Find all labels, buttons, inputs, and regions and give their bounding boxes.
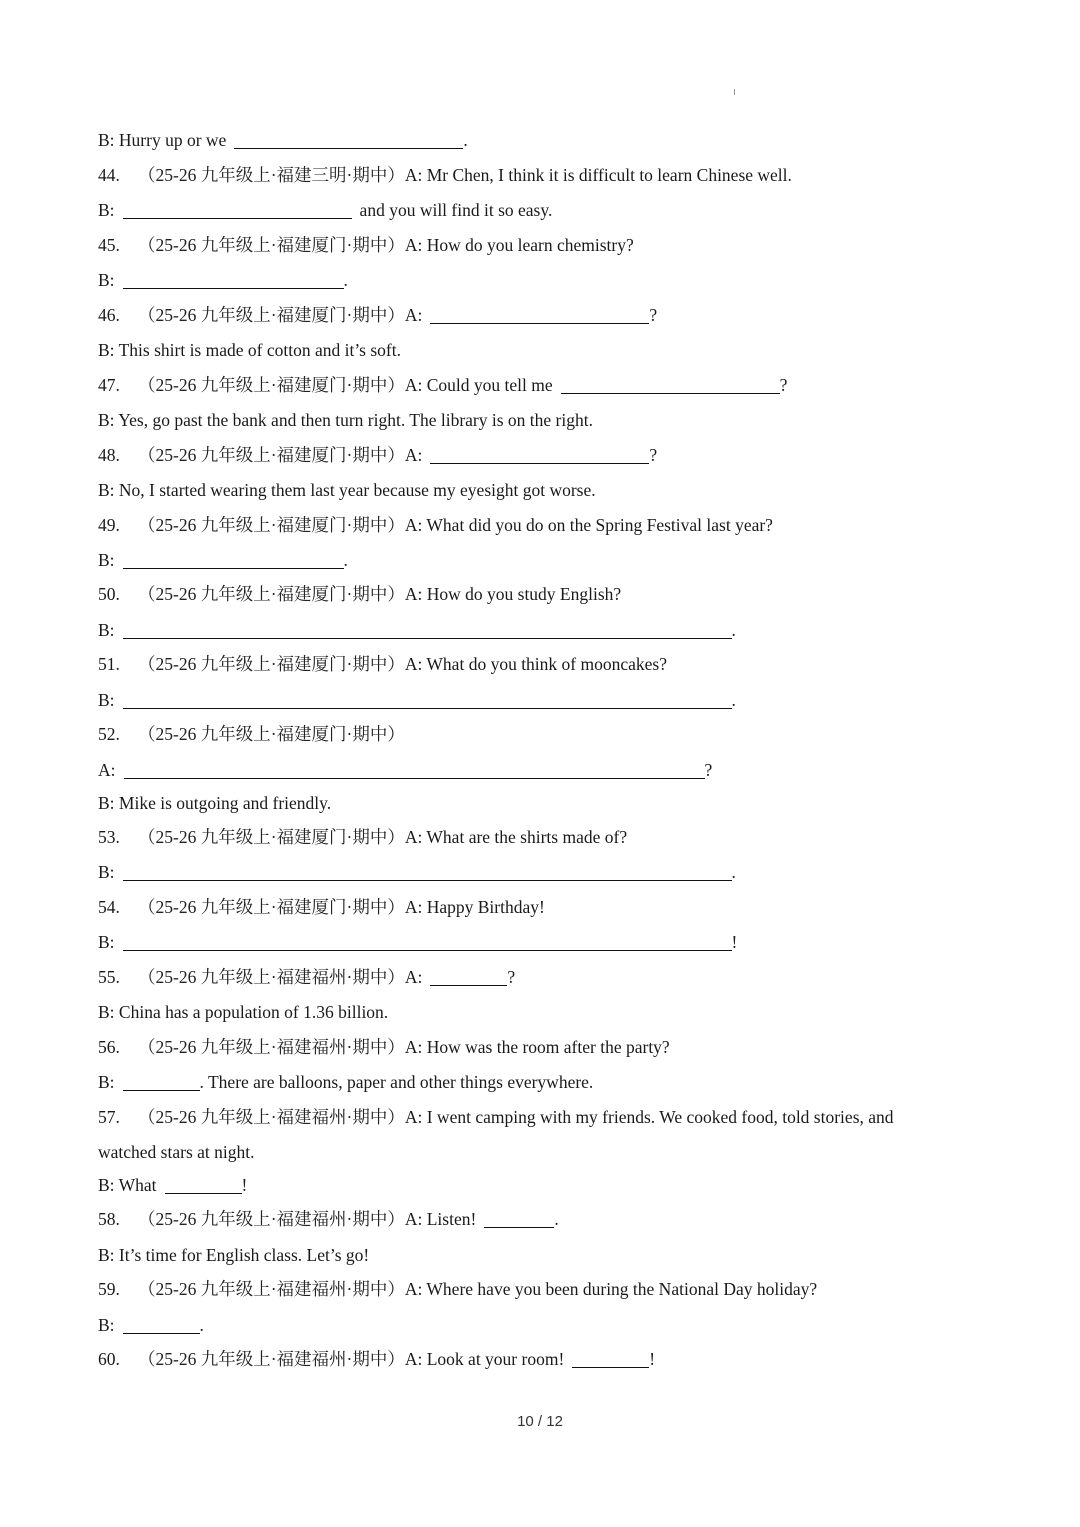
line-text: watched stars at night. bbox=[98, 1142, 255, 1162]
question-51 bbox=[98, 653, 667, 675]
line-text: B: bbox=[98, 270, 115, 290]
question-number: 56. bbox=[98, 1037, 120, 1057]
question-text: A: Look at your room! bbox=[404, 1349, 565, 1369]
question-number: 57. bbox=[98, 1107, 120, 1127]
line-text: B: bbox=[98, 1072, 115, 1092]
question-text: A: What do you think of mooncakes? bbox=[404, 654, 667, 674]
line-punct: ? bbox=[649, 305, 658, 325]
line-text: A: bbox=[98, 760, 116, 780]
question-text: A: How was the room after the party? bbox=[404, 1037, 670, 1057]
answer-blank[interactable] bbox=[123, 201, 352, 219]
line-punct: . bbox=[199, 1315, 204, 1335]
line-text: B: Hurry up or we bbox=[98, 130, 227, 150]
answer-line bbox=[98, 409, 593, 431]
question-number: 60. bbox=[98, 1349, 120, 1369]
line-punct: ! bbox=[241, 1175, 248, 1195]
line-punct: . bbox=[463, 130, 468, 150]
line-text: B: Mike is outgoing and friendly. bbox=[98, 793, 332, 813]
answer-line bbox=[98, 549, 348, 571]
question-49 bbox=[98, 514, 773, 536]
answer-blank[interactable] bbox=[165, 1176, 242, 1194]
answer-blank[interactable] bbox=[123, 621, 732, 639]
question-source: （25-26 九年级上·福建厦门·期中） bbox=[138, 584, 405, 604]
question-46 bbox=[98, 304, 657, 326]
answer-blank[interactable] bbox=[484, 1210, 554, 1228]
question-number: 48. bbox=[98, 445, 120, 465]
line-text: B: bbox=[98, 1315, 115, 1335]
answer-line bbox=[98, 619, 736, 641]
question-48 bbox=[98, 444, 657, 466]
question-text: A: What are the shirts made of? bbox=[404, 827, 628, 847]
line-punct: . bbox=[731, 620, 736, 640]
answer-blank[interactable] bbox=[430, 446, 649, 464]
question-number: 52. bbox=[98, 724, 120, 744]
question-source: （25-26 九年级上·福建厦门·期中） bbox=[138, 445, 405, 465]
question-59 bbox=[98, 1278, 817, 1300]
answer-line bbox=[98, 689, 736, 711]
line-text: B: It’s time for English class. Let’s go! bbox=[98, 1245, 370, 1265]
answer-line bbox=[98, 792, 331, 814]
question-number: 58. bbox=[98, 1209, 120, 1229]
question-source: （25-26 九年级上·福建厦门·期中） bbox=[138, 654, 405, 674]
line-punct: ? bbox=[704, 760, 713, 780]
line-punct: ? bbox=[649, 445, 658, 465]
answer-blank[interactable] bbox=[123, 863, 732, 881]
question-text: A: I went camping with my friends. We cooked food, told stories, and bbox=[404, 1107, 894, 1127]
question-text: A: Listen! bbox=[404, 1209, 477, 1229]
answer-line bbox=[98, 931, 737, 953]
question-text: A: bbox=[404, 445, 423, 465]
question-text: A: What did you do on the Spring Festival last year? bbox=[404, 515, 773, 535]
question-source: （25-26 九年级上·福建厦门·期中） bbox=[138, 235, 405, 255]
question-text: A: bbox=[404, 967, 423, 987]
answer-line bbox=[98, 1314, 204, 1336]
question-text: A: How do you learn chemistry? bbox=[404, 235, 634, 255]
question-54 bbox=[98, 896, 545, 918]
question-text: A: bbox=[404, 305, 423, 325]
question-text: A: Where have you been during the National Day holiday? bbox=[404, 1279, 818, 1299]
question-source: （25-26 九年级上·福建厦门·期中） bbox=[138, 897, 405, 917]
line-text: B: bbox=[98, 932, 115, 952]
line-text: B: What bbox=[98, 1175, 157, 1195]
question-source: （25-26 九年级上·福建福州·期中） bbox=[138, 1209, 405, 1229]
answer-blank[interactable] bbox=[234, 131, 463, 149]
question-text: A: Happy Birthday! bbox=[404, 897, 545, 917]
question-53 bbox=[98, 826, 627, 848]
line-text: . There are balloons, paper and other things everywhere. bbox=[199, 1072, 594, 1092]
question-number: 59. bbox=[98, 1279, 120, 1299]
line-punct: ! bbox=[649, 1349, 656, 1369]
question-number: 54. bbox=[98, 897, 120, 917]
question-45 bbox=[98, 234, 634, 256]
answer-blank[interactable] bbox=[123, 1316, 200, 1334]
question-text: A: How do you study English? bbox=[404, 584, 622, 604]
line-punct: ! bbox=[731, 932, 738, 952]
answer-blank[interactable] bbox=[123, 551, 344, 569]
question-56 bbox=[98, 1036, 670, 1058]
line-punct: . bbox=[554, 1209, 559, 1229]
answer-line bbox=[98, 199, 552, 221]
line-punct: ? bbox=[507, 967, 516, 987]
answer-line bbox=[98, 129, 468, 151]
question-source: （25-26 九年级上·福建福州·期中） bbox=[138, 1037, 405, 1057]
line-text: B: bbox=[98, 550, 115, 570]
question-source: （25-26 九年级上·福建厦门·期中） bbox=[138, 827, 405, 847]
question-number: 44. bbox=[98, 165, 120, 185]
line-text: B: This shirt is made of cotton and it’s soft. bbox=[98, 340, 401, 360]
line-punct: ? bbox=[779, 375, 788, 395]
question-number: 55. bbox=[98, 967, 120, 987]
answer-line bbox=[98, 1244, 369, 1266]
answer-line bbox=[98, 339, 401, 361]
answer-line bbox=[98, 861, 736, 883]
question-52 bbox=[98, 723, 405, 745]
line-text: B: Yes, go past the bank and then turn right. The library is on the right. bbox=[98, 410, 593, 430]
answer-line bbox=[98, 1001, 388, 1023]
line-text: and you will find it so easy. bbox=[359, 200, 553, 220]
answer-line bbox=[98, 1071, 593, 1093]
question-source: （25-26 九年级上·福建厦门·期中） bbox=[138, 305, 405, 325]
line-text: B: bbox=[98, 690, 115, 710]
answer-blank[interactable] bbox=[123, 691, 732, 709]
question-source: （25-26 九年级上·福建福州·期中） bbox=[138, 1107, 405, 1127]
answer-blank[interactable] bbox=[123, 271, 344, 289]
line-punct: . bbox=[731, 690, 736, 710]
question-number: 53. bbox=[98, 827, 120, 847]
scan-mark bbox=[734, 89, 735, 95]
answer-line bbox=[98, 479, 596, 501]
question-60 bbox=[98, 1348, 655, 1370]
answer-line bbox=[98, 1174, 247, 1196]
question-number: 49. bbox=[98, 515, 120, 535]
answer-blank[interactable] bbox=[430, 968, 507, 986]
answer-line bbox=[98, 759, 712, 781]
question-number: 46. bbox=[98, 305, 120, 325]
answer-blank[interactable] bbox=[124, 761, 705, 779]
question-number: 51. bbox=[98, 654, 120, 674]
question-source: （25-26 九年级上·福建厦门·期中） bbox=[138, 724, 405, 744]
question-source: （25-26 九年级上·福建厦门·期中） bbox=[138, 515, 405, 535]
question-text: A: Mr Chen, I think it is difficult to learn Chinese well. bbox=[404, 165, 792, 185]
question-number: 45. bbox=[98, 235, 120, 255]
answer-blank[interactable] bbox=[123, 933, 732, 951]
page-number: 10 / 12 bbox=[517, 1413, 563, 1430]
question-source: （25-26 九年级上·福建福州·期中） bbox=[138, 1279, 405, 1299]
answer-blank[interactable] bbox=[123, 1073, 200, 1091]
question-55 bbox=[98, 966, 515, 988]
answer-blank[interactable] bbox=[561, 376, 780, 394]
line-punct: . bbox=[343, 550, 348, 570]
question-source: （25-26 九年级上·福建三明·期中） bbox=[138, 165, 405, 185]
line-text: B: No, I started wearing them last year because my eyesight got worse. bbox=[98, 480, 596, 500]
line-punct: . bbox=[343, 270, 348, 290]
answer-line bbox=[98, 1141, 254, 1163]
line-text: B: bbox=[98, 620, 115, 640]
question-44 bbox=[98, 164, 792, 186]
question-number: 50. bbox=[98, 584, 120, 604]
question-source: （25-26 九年级上·福建福州·期中） bbox=[138, 1349, 405, 1369]
line-punct: . bbox=[731, 862, 736, 882]
question-source: （25-26 九年级上·福建福州·期中） bbox=[138, 967, 405, 987]
question-57 bbox=[98, 1106, 894, 1128]
question-source: （25-26 九年级上·福建厦门·期中） bbox=[138, 375, 405, 395]
line-text: B: China has a population of 1.36 billion. bbox=[98, 1002, 389, 1022]
line-text: B: bbox=[98, 200, 115, 220]
question-text: A: Could you tell me bbox=[404, 375, 553, 395]
line-text: B: bbox=[98, 862, 115, 882]
question-50 bbox=[98, 583, 621, 605]
question-47 bbox=[98, 374, 787, 396]
answer-line bbox=[98, 269, 348, 291]
question-58 bbox=[98, 1208, 559, 1230]
question-number: 47. bbox=[98, 375, 120, 395]
answer-blank[interactable] bbox=[572, 1350, 649, 1368]
answer-blank[interactable] bbox=[430, 306, 649, 324]
